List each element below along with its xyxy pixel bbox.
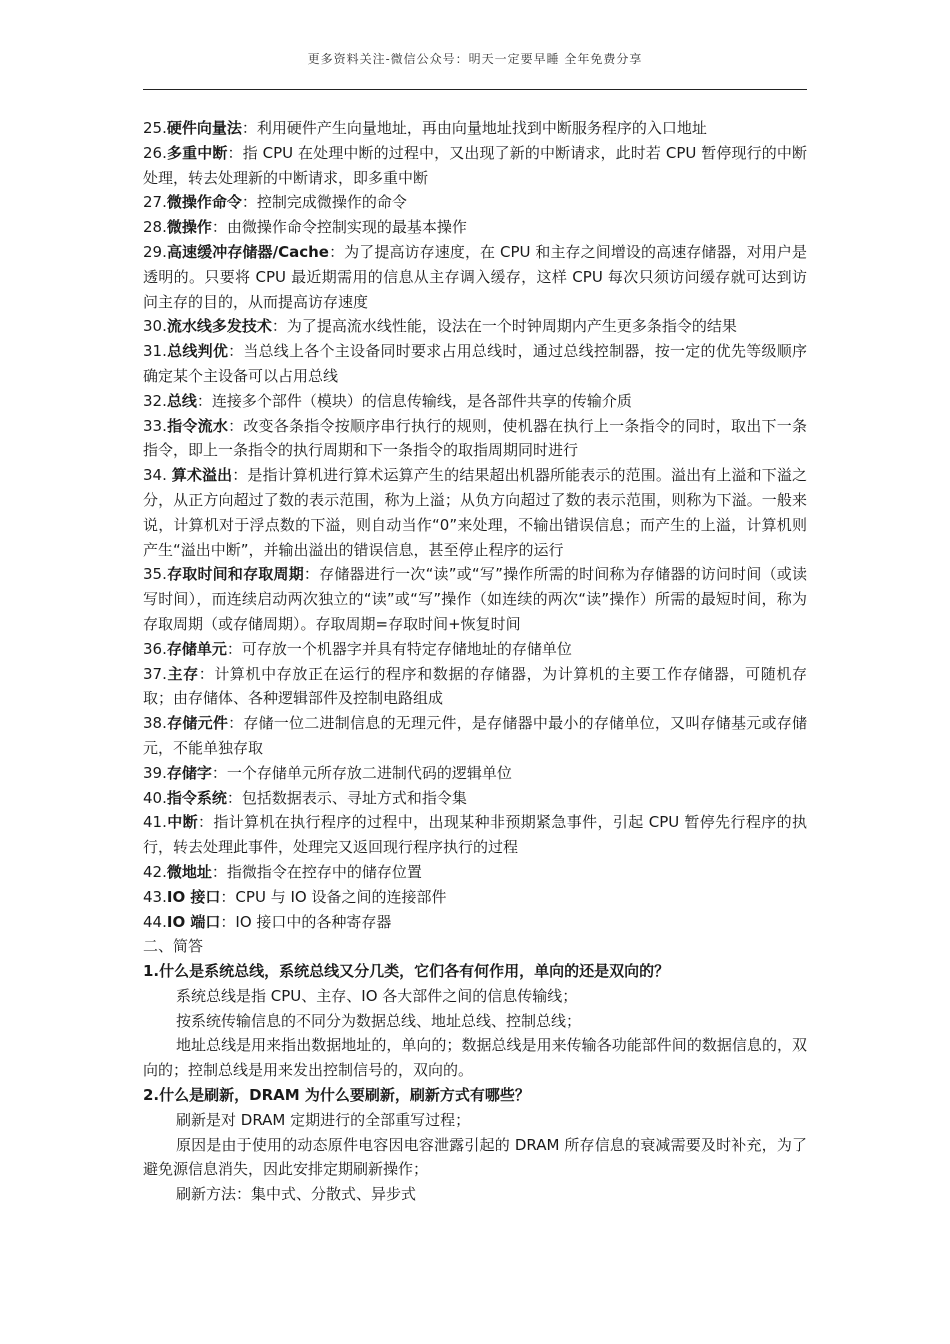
question-heading: 1.什么是系统总线，系统总线又分几类，它们各有何作用，单向的还是双向的？ (143, 962, 670, 981)
definition-text: ：存储器进行一次“读”或“写”操作所需的时间称为存储器的访问时间（或读写时间），而连续启动两次独立的“读”或“写”操作（如连续的两次“读”操作）所需的最短时间，称为存取周期（或存储周期）。存取周期=存取时间+恢复时间 (143, 565, 807, 633)
definition-text: ：包括数据表示、寻址方式和指令集 (226, 788, 467, 807)
definition-term: 算术溢出 (171, 466, 233, 485)
definition-number: 25. (143, 119, 167, 137)
definition-number: 36. (143, 639, 167, 658)
answer-paragraph: 按系统传输信息的不同分为数据总线、地址总线、控制总线； (176, 1011, 582, 1030)
definition-text: ：指计算机在执行程序的过程中，出现某种非预期紧急事件，引起 CPU 暂停先行程序的执行，转去处理此事件，处理完又返回现行程序执行的过程 (143, 813, 807, 857)
definition-number: 39. (143, 763, 167, 782)
definition-item (143, 662, 807, 712)
definition-text: ：指 CPU 在处理中断的过程中，又出现了新的中断请求，此时若 CPU 暂停现行的中断处理，转去处理新的中断请求，即多重中断 (143, 143, 807, 187)
answer-paragraph: 原因是由于使用的动态原件电容因电容泄露引起的 DRAM 所存信息的衰减需要及时补充，为了避免源信息消失，因此安排定期刷新操作； (143, 1135, 807, 1179)
definition-item (143, 711, 807, 761)
definition-number: 27. (143, 193, 167, 212)
definition-term: 总线 (166, 391, 197, 410)
definition-text: ：是指计算机进行算术运算产生的结果超出机器所能表示的范围。溢出有上溢和下溢之分，从正方向超过了数的表示范围，称为上溢；从负方向超过了数的表示范围，则称为下溢。一般来说，计算机对于浮点数的下溢，则自动当作“0”来处理，不输出错误信息；而产生的上溢，计算机则产生“溢出中断”，并输出溢出的错误信息，甚至停止程序的运行 (143, 466, 807, 559)
definition-text: ：为了提高访存速度，在 CPU 和主存之间增设的高速存储器，对用户是透明的。只要将 CPU 最近期需用的信息从主存调入缓存，这样 CPU 每次只须访问缓存就可达到访问主存的目的，从而提高访存速度 (143, 242, 807, 311)
definition-term: 存取时间和存取周期 (166, 565, 304, 584)
definition-item (143, 562, 807, 636)
definition-term: 微地址 (166, 862, 212, 881)
definition-number: 40. (143, 788, 167, 807)
definition-number: 42. (143, 862, 167, 881)
definition-number: 35. (143, 565, 167, 584)
definition-term: IO 端口 (166, 912, 221, 931)
definition-text: ：改变各条指令按顺序串行执行的规则，使机器在执行上一条指令的同时，取出下一条指令，即上一条指令的执行周期和下一条指令的取指周期同时进行 (143, 416, 807, 460)
definition-text: ：连接多个部件（模块）的信息传输线，是各部件共享的传输介质 (196, 391, 632, 410)
page-header: 更多资料关注-微信公众号：明天一定要早睡 全年免费分享 (307, 52, 643, 66)
definition-term: 主存 (166, 664, 199, 683)
definition-term: 多重中断 (166, 143, 228, 162)
definition-number: 37. (143, 664, 167, 683)
question-list (143, 959, 807, 1207)
definition-term: 流水线多发技术 (166, 317, 272, 336)
definition-term: 总线判优 (166, 342, 229, 361)
definition-term: 存储单元 (166, 639, 227, 658)
definition-number: 41. (143, 813, 167, 832)
definition-text: ：CPU 与 IO 设备之间的连接部件 (220, 887, 447, 906)
definition-number: 30. (143, 317, 167, 336)
section-title: 二、简答 (143, 937, 204, 956)
answer-paragraph: 刷新方法：集中式、分散式、异步式 (176, 1185, 417, 1204)
definition-number: 34. (143, 466, 172, 485)
definition-number: 44. (143, 912, 167, 931)
definition-item (143, 339, 807, 389)
definition-item (143, 810, 807, 860)
definition-item (143, 240, 807, 314)
answer-paragraph: 地址总线是用来指出数据地址的，单向的；数据总线是用来传输各功能部件间的数据信息的，双向的；控制总线是用来发出控制信号的，双向的。 (143, 1036, 807, 1080)
definition-text: ：一个存储单元所存放二进制代码的逻辑单位 (211, 763, 512, 782)
definition-item (143, 786, 807, 811)
definition-term: 存储字 (166, 763, 212, 782)
definition-number: 28. (143, 218, 167, 237)
definition-text: ：为了提高流水线性能，设法在一个时钟周期内产生更多条指令的结果 (271, 317, 737, 336)
definition-number: 43. (143, 887, 167, 906)
definition-number: 31. (143, 342, 167, 361)
definition-item (143, 141, 807, 191)
definition-number: 38. (143, 714, 167, 733)
definition-term: 指令系统 (166, 788, 227, 807)
definition-text: ：利用硬件产生向量地址，再由向量地址找到中断服务程序的入口地址 (241, 119, 707, 137)
definition-term: 高速缓冲存储器/Cache (166, 242, 329, 261)
definition-text: ：控制完成微操作的命令 (241, 193, 407, 212)
definition-number: 33. (143, 416, 167, 435)
answer-paragraph: 刷新是对 DRAM 定期进行的全部重写过程； (176, 1110, 471, 1129)
definition-item (143, 637, 807, 662)
definition-item (143, 761, 807, 786)
document-body (143, 116, 807, 1207)
definition-item (143, 860, 807, 885)
definition-number: 29. (143, 242, 167, 261)
definition-item (143, 389, 807, 414)
definition-term: 微操作 (166, 218, 212, 237)
definition-term: 中断 (166, 813, 198, 832)
definition-term: IO 接口 (166, 887, 221, 906)
definition-text: ：IO 接口中的各种寄存器 (220, 912, 392, 931)
definition-text: ：当总线上各个主设备同时要求占用总线时，通过总线控制器，按一定的优先等级顺序确定某个主设备可以占用总线 (143, 342, 807, 385)
definition-text: ：可存放一个机器字并具有特定存储地址的存储单位 (226, 639, 572, 658)
header-rule (143, 89, 807, 90)
definition-item (143, 885, 807, 910)
definition-text: ：计算机中存放正在运行的程序和数据的存储器，为计算机的主要工作存储器，可随机存取；由存储体、各种逻辑部件及控制电路组成 (143, 664, 807, 708)
definition-item (143, 463, 807, 562)
definition-term: 硬件向量法 (166, 119, 242, 137)
definition-item (143, 414, 807, 464)
definition-term: 存储元件 (166, 714, 229, 733)
definition-text: ：由微操作命令控制实现的最基本操作 (211, 218, 467, 237)
definition-item (143, 190, 807, 215)
definition-item (143, 215, 807, 240)
definition-item (143, 116, 807, 141)
definition-text: ：指微指令在控存中的储存位置 (211, 862, 422, 881)
definition-term: 指令流水 (166, 416, 229, 435)
definition-number: 26. (143, 143, 167, 162)
definition-list (143, 116, 807, 934)
definition-item (143, 910, 807, 935)
definition-term: 微操作命令 (166, 193, 242, 212)
definition-text: ：存储一位二进制信息的无理元件，是存储器中最小的存储单位，又叫存储基元或存储元，不能单独存取 (143, 714, 807, 757)
definition-number: 32. (143, 391, 167, 410)
question-heading: 2.什么是刷新，DRAM 为什么要刷新，刷新方式有哪些？ (143, 1086, 530, 1105)
definition-item (143, 314, 807, 339)
answer-paragraph: 系统总线是指 CPU、主存、IO 各大部件之间的信息传输线； (176, 986, 578, 1005)
